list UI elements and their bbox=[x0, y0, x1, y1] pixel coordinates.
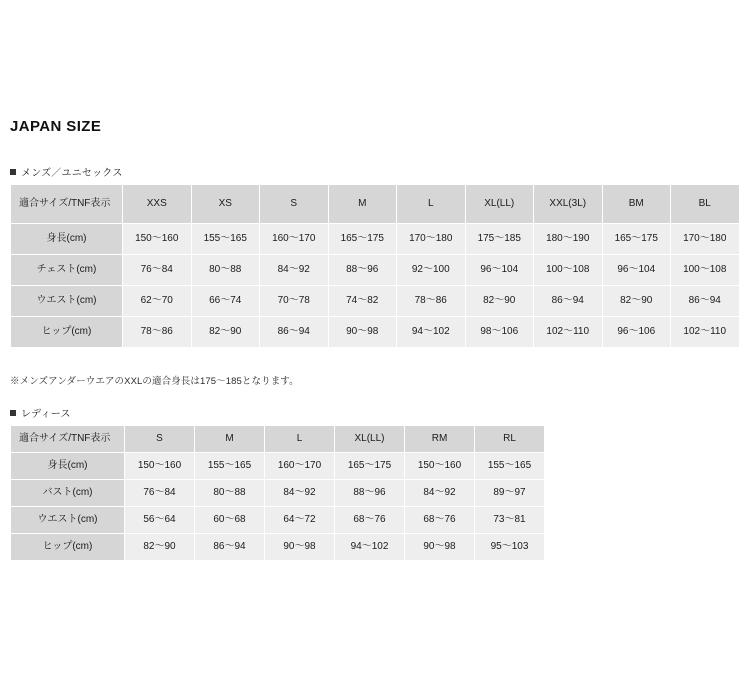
mens-cell: 165〜175 bbox=[328, 224, 397, 255]
table-row bbox=[11, 507, 545, 534]
ladies-cell: 90〜98 bbox=[265, 534, 335, 561]
ladies-section-heading bbox=[10, 405, 544, 420]
mens-cell: 88〜96 bbox=[328, 255, 397, 286]
table-row bbox=[11, 480, 545, 507]
ladies-cell: 150〜160 bbox=[125, 453, 195, 480]
ladies-cell: 155〜165 bbox=[475, 453, 545, 480]
mens-cell: 155〜165 bbox=[191, 224, 260, 255]
table-row bbox=[11, 317, 740, 348]
ladies-col-header: M bbox=[195, 426, 265, 453]
ladies-col-header: XL(LL) bbox=[335, 426, 405, 453]
mens-col-header: M bbox=[328, 185, 397, 224]
mens-cell: 80〜88 bbox=[191, 255, 260, 286]
table-header-row bbox=[11, 426, 545, 453]
mens-section bbox=[10, 164, 727, 348]
ladies-col-header: S bbox=[125, 426, 195, 453]
mens-cell: 86〜94 bbox=[671, 286, 740, 317]
mens-cell: 96〜104 bbox=[602, 255, 671, 286]
ladies-row-label: ヒップ(cm) bbox=[11, 534, 125, 561]
footnote: ※メンズアンダーウエアのXXLの適合身長は175〜185となります。 bbox=[10, 376, 299, 387]
mens-col-header: L bbox=[397, 185, 466, 224]
mens-cell: 70〜78 bbox=[260, 286, 329, 317]
ladies-cell: 86〜94 bbox=[195, 534, 265, 561]
ladies-cell: 155〜165 bbox=[195, 453, 265, 480]
ladies-cell: 94〜102 bbox=[335, 534, 405, 561]
mens-cell: 102〜110 bbox=[671, 317, 740, 348]
mens-heading-label: メンズ／ユニセックス bbox=[21, 168, 123, 179]
ladies-size-table bbox=[10, 425, 545, 561]
ladies-col-header: RM bbox=[405, 426, 475, 453]
mens-cell: 86〜94 bbox=[260, 317, 329, 348]
ladies-row-label: ウエスト(cm) bbox=[11, 507, 125, 534]
ladies-cell: 84〜92 bbox=[265, 480, 335, 507]
table-row bbox=[11, 255, 740, 286]
mens-cell: 170〜180 bbox=[397, 224, 466, 255]
table-row bbox=[11, 224, 740, 255]
mens-cell: 76〜84 bbox=[123, 255, 192, 286]
ladies-cell: 150〜160 bbox=[405, 453, 475, 480]
ladies-cell: 80〜88 bbox=[195, 480, 265, 507]
mens-col-header: XXS bbox=[123, 185, 192, 224]
mens-cell: 100〜108 bbox=[534, 255, 603, 286]
ladies-cell: 89〜97 bbox=[475, 480, 545, 507]
bullet-square-icon bbox=[10, 410, 16, 416]
table-row bbox=[11, 534, 545, 561]
mens-cell: 100〜108 bbox=[671, 255, 740, 286]
ladies-col-header: L bbox=[265, 426, 335, 453]
mens-cell: 78〜86 bbox=[123, 317, 192, 348]
ladies-section bbox=[10, 405, 544, 561]
mens-row-label: ヒップ(cm) bbox=[11, 317, 123, 348]
ladies-heading-label: レディース bbox=[21, 409, 71, 420]
ladies-cell: 56〜64 bbox=[125, 507, 195, 534]
mens-cell: 82〜90 bbox=[191, 317, 260, 348]
page-title: JAPAN SIZE bbox=[10, 118, 102, 135]
table-row bbox=[11, 453, 545, 480]
mens-col-header: S bbox=[260, 185, 329, 224]
ladies-row-label: 身長(cm) bbox=[11, 453, 125, 480]
mens-cell: 94〜102 bbox=[397, 317, 466, 348]
mens-section-heading bbox=[10, 164, 670, 179]
mens-col-header: XS bbox=[191, 185, 260, 224]
mens-col-header: XXL(3L) bbox=[534, 185, 603, 224]
mens-cell: 175〜185 bbox=[465, 224, 534, 255]
mens-cell: 160〜170 bbox=[260, 224, 329, 255]
mens-cell: 92〜100 bbox=[397, 255, 466, 286]
bullet-square-icon bbox=[10, 169, 16, 175]
ladies-cell: 73〜81 bbox=[475, 507, 545, 534]
mens-cell: 170〜180 bbox=[671, 224, 740, 255]
ladies-cell: 76〜84 bbox=[125, 480, 195, 507]
mens-corner-label: 適合サイズ/TNF表示 bbox=[11, 185, 123, 224]
mens-col-header: XL(LL) bbox=[465, 185, 534, 224]
mens-cell: 82〜90 bbox=[602, 286, 671, 317]
mens-cell: 96〜104 bbox=[465, 255, 534, 286]
mens-col-header: BL bbox=[671, 185, 740, 224]
ladies-cell: 90〜98 bbox=[405, 534, 475, 561]
ladies-cell: 165〜175 bbox=[335, 453, 405, 480]
mens-row-label: チェスト(cm) bbox=[11, 255, 123, 286]
table-row bbox=[11, 286, 740, 317]
mens-cell: 102〜110 bbox=[534, 317, 603, 348]
mens-cell: 74〜82 bbox=[328, 286, 397, 317]
ladies-cell: 82〜90 bbox=[125, 534, 195, 561]
ladies-cell: 95〜103 bbox=[475, 534, 545, 561]
ladies-corner-label: 適合サイズ/TNF表示 bbox=[11, 426, 125, 453]
ladies-cell: 68〜76 bbox=[335, 507, 405, 534]
ladies-cell: 60〜68 bbox=[195, 507, 265, 534]
ladies-col-header: RL bbox=[475, 426, 545, 453]
mens-cell: 82〜90 bbox=[465, 286, 534, 317]
mens-cell: 96〜106 bbox=[602, 317, 671, 348]
mens-cell: 78〜86 bbox=[397, 286, 466, 317]
mens-cell: 90〜98 bbox=[328, 317, 397, 348]
mens-cell: 62〜70 bbox=[123, 286, 192, 317]
ladies-row-label: バスト(cm) bbox=[11, 480, 125, 507]
ladies-cell: 64〜72 bbox=[265, 507, 335, 534]
mens-col-header: BM bbox=[602, 185, 671, 224]
ladies-cell: 68〜76 bbox=[405, 507, 475, 534]
mens-cell: 86〜94 bbox=[534, 286, 603, 317]
mens-row-label: 身長(cm) bbox=[11, 224, 123, 255]
mens-cell: 150〜160 bbox=[123, 224, 192, 255]
ladies-cell: 160〜170 bbox=[265, 453, 335, 480]
mens-cell: 84〜92 bbox=[260, 255, 329, 286]
mens-cell: 98〜106 bbox=[465, 317, 534, 348]
ladies-cell: 84〜92 bbox=[405, 480, 475, 507]
mens-cell: 165〜175 bbox=[602, 224, 671, 255]
table-header-row bbox=[11, 185, 740, 224]
mens-row-label: ウエスト(cm) bbox=[11, 286, 123, 317]
mens-cell: 180〜190 bbox=[534, 224, 603, 255]
ladies-cell: 88〜96 bbox=[335, 480, 405, 507]
mens-size-table bbox=[10, 184, 740, 348]
mens-cell: 66〜74 bbox=[191, 286, 260, 317]
